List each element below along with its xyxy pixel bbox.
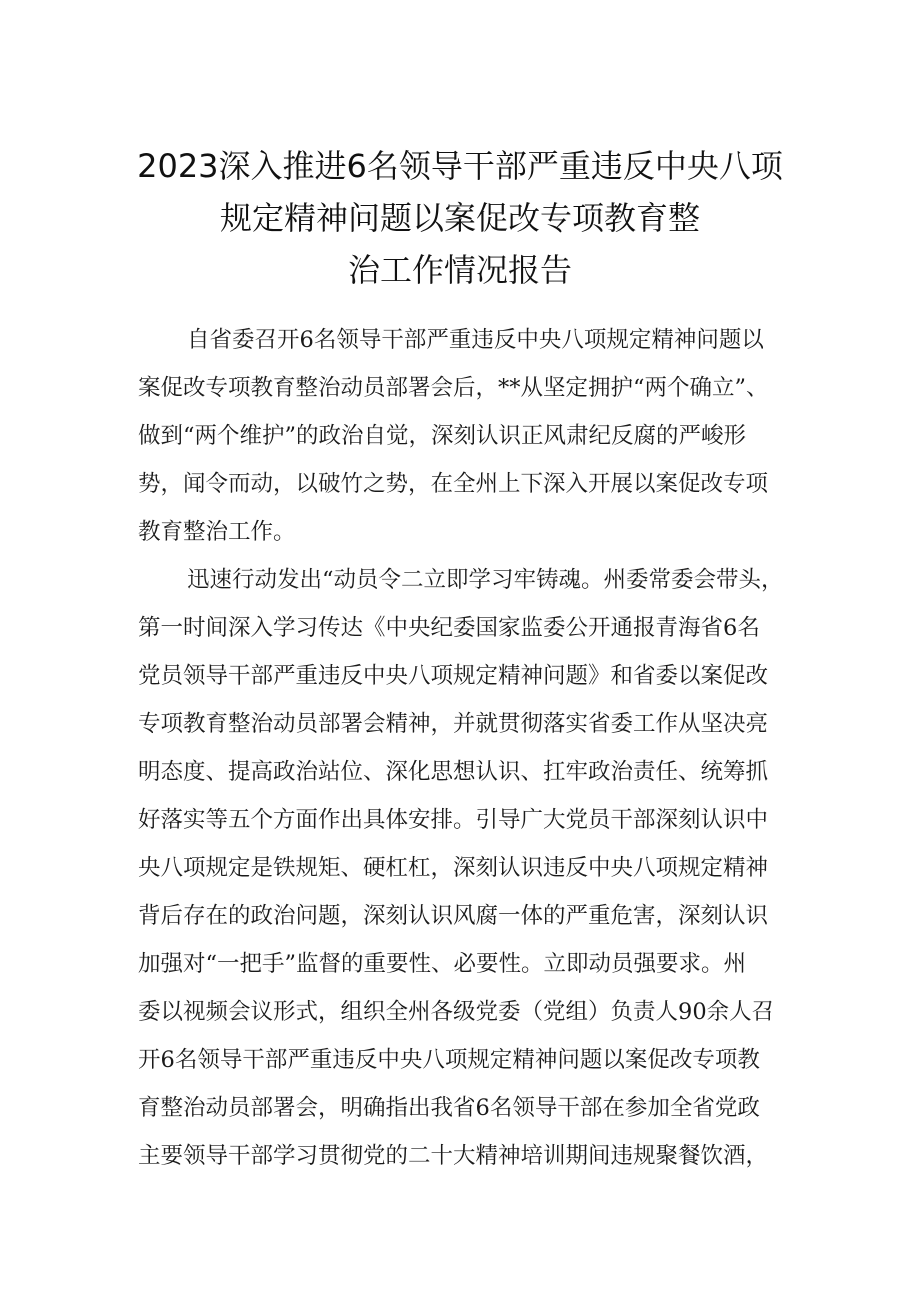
paragraph-2-line-10: 委以视频会议形式，组织全州各级党委（党组）负责人90余人召 xyxy=(138,999,775,1025)
paragraph-2-line-1: 迅速行动发出“动员令二立即学习牢铸魂。州委常委会带头， xyxy=(187,567,784,593)
paragraph-1-line-5: 教育整治工作。 xyxy=(138,519,296,545)
paragraph-2-line-2: 第一时间深入学习传达《中央纪委国家监委公开通报青海省6名 xyxy=(138,615,760,641)
paragraph-2-line-5: 明态度、提高政治站位、深化思想认识、扛牢政治责任、统筹抓 xyxy=(138,759,769,785)
paragraph-2-line-11: 开6名领导干部严重违反中央八项规定精神问题以案促改专项教 xyxy=(138,1047,760,1073)
document-title-line-1: 2023深入推进6名领导干部严重违反中央八项 xyxy=(137,147,783,185)
paragraph-2-line-13: 主要领导干部学习贯彻党的二十大精神培训期间违规聚餐饮酒， xyxy=(138,1143,769,1169)
paragraph-2-line-3: 党员领导干部严重违反中央八项规定精神问题》和省委以案促改 xyxy=(138,663,769,689)
paragraph-2-line-12: 育整治动员部署会，明确指出我省6名领导干部在参加全省党政 xyxy=(138,1095,760,1121)
paragraph-1-line-1: 自省委召开6名领导干部严重违反中央八项规定精神问题以 xyxy=(187,327,764,353)
paragraph-1-line-2: 案促改专项教育整治动员部署会后，**从坚定拥护“两个确立”、 xyxy=(138,375,769,401)
paragraph-1-line-3: 做到“两个维护”的政治自觉，深刻认识正风肃纪反腐的严峻形 xyxy=(138,423,747,449)
document-title-line-3: 治工作情况报告 xyxy=(347,251,572,289)
document-title-line-2: 规定精神问题以案促改专项教育整 xyxy=(219,199,700,237)
paragraph-2-line-9: 加强对“一把手”监督的重要性、必要性。立即动员强要求。州 xyxy=(138,951,747,977)
paragraph-2-line-7: 央八项规定是铁规矩、硬杠杠，深刻认识违反中央八项规定精神 xyxy=(138,855,769,881)
paragraph-2-line-4: 专项教育整治动员部署会精神，并就贯彻落实省委工作从坚决亮 xyxy=(138,711,769,737)
paragraph-2-line-8: 背后存在的政治问题，深刻认识风腐一体的严重危害，深刻认识 xyxy=(138,903,769,929)
paragraph-1-line-4: 势，闻令而动，以破竹之势，在全州上下深入开展以案促改专项 xyxy=(138,471,769,497)
paragraph-2-line-6: 好落实等五个方面作出具体安排。引导广大党员干部深刻认识中 xyxy=(138,807,769,833)
